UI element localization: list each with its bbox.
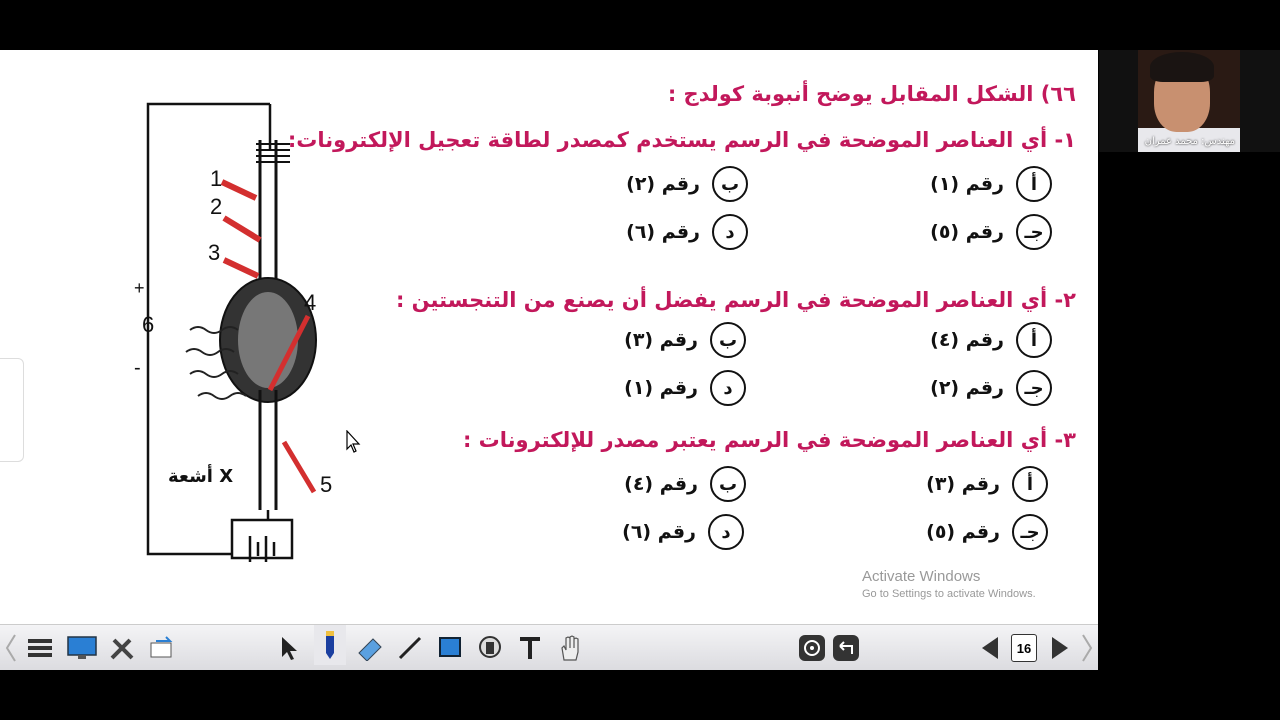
letter-c-circle: جـ	[1016, 370, 1052, 406]
q2-option-d[interactable]	[624, 370, 746, 406]
q3-option-c[interactable]	[926, 514, 1048, 550]
sub-question-1: ١- أي العناصر الموضحة في الرسم يستخدم كمصدر لطاقة تعجيل الإلكترونات:	[287, 128, 1076, 152]
q3-option-d[interactable]	[622, 514, 744, 550]
webcam-overlay	[1099, 50, 1280, 152]
fill-tool-button[interactable]	[474, 632, 506, 664]
q2-option-c[interactable]	[930, 370, 1052, 406]
letter-c-circle: جـ	[1016, 214, 1052, 250]
xray-label: أشعة X	[168, 466, 234, 487]
pen-tool-button[interactable]	[314, 625, 346, 665]
page-side-tab[interactable]	[0, 358, 24, 462]
arrow-left-icon	[980, 635, 1000, 661]
text-tool-button[interactable]	[514, 632, 546, 664]
right-edge-chevron-icon[interactable]	[1080, 633, 1094, 663]
letter-d-circle: د	[712, 214, 748, 250]
activate-windows-title: Activate Windows	[862, 568, 981, 585]
q2-option-b[interactable]	[624, 322, 746, 358]
switch-icon	[148, 635, 176, 661]
option-text: رقم (٤)	[930, 329, 1004, 351]
q1-option-b[interactable]	[626, 166, 748, 202]
q1-option-a[interactable]	[930, 166, 1052, 202]
diagram-label-6: 6	[142, 312, 155, 337]
letter-b-circle: ب	[710, 466, 746, 502]
monitor-icon	[67, 635, 97, 661]
option-text: رقم (٥)	[926, 521, 1000, 543]
option-text: رقم (٢)	[930, 377, 1004, 399]
menu-icon	[27, 637, 53, 659]
diagram-label-2: 2	[210, 194, 223, 219]
previous-page-button[interactable]	[974, 632, 1006, 664]
eraser-icon	[355, 635, 385, 661]
rectangle-icon	[438, 636, 462, 660]
select-tool-button[interactable]	[274, 632, 306, 664]
option-text: رقم (١)	[930, 173, 1004, 195]
letter-a-circle: أ	[1016, 166, 1052, 202]
pencil-icon	[318, 629, 342, 661]
next-page-button[interactable]	[1044, 632, 1076, 664]
arrow-right-icon	[1050, 635, 1070, 661]
letter-d-circle: د	[708, 514, 744, 550]
diagram-label-4: 4	[304, 290, 317, 315]
diagram-label-3: 3	[208, 240, 221, 265]
tools-icon	[108, 634, 136, 662]
diagram-label-5: 5	[320, 472, 333, 497]
slide-canvas	[0, 50, 1098, 624]
switch-button[interactable]	[146, 632, 178, 664]
eraser-tool-button[interactable]	[354, 632, 386, 664]
diagram-plus-sign: +	[134, 278, 145, 298]
option-text: رقم (٢)	[626, 173, 700, 195]
hand-icon	[557, 634, 583, 662]
desktop-button[interactable]	[66, 632, 98, 664]
q3-option-b[interactable]	[624, 466, 746, 502]
line-tool-button[interactable]	[394, 632, 426, 664]
question-title: ٦٦) الشكل المقابل يوضح أنبوبة كولدج :	[667, 82, 1076, 106]
sub-question-3: ٣- أي العناصر الموضحة في الرسم يعتبر مصدر للإلكترونات :	[462, 428, 1076, 452]
line-icon	[397, 635, 423, 661]
page-number: 16	[1011, 634, 1037, 662]
diagram-label-1: 1	[210, 166, 223, 191]
letter-a-circle: أ	[1016, 322, 1052, 358]
letter-b-circle: ب	[712, 166, 748, 202]
q3-option-a[interactable]	[926, 466, 1048, 502]
tools-button[interactable]	[106, 632, 138, 664]
option-text: رقم (٦)	[622, 521, 696, 543]
q2-option-a[interactable]	[930, 322, 1052, 358]
sub-question-2: ٢- أي العناصر الموضحة في الرسم يفضل أن يصنع من التنجستين :	[395, 288, 1076, 312]
option-text: رقم (٤)	[624, 473, 698, 495]
diagram-minus-sign: -	[134, 357, 141, 379]
menu-button[interactable]	[24, 632, 56, 664]
hand-tool-button[interactable]	[554, 632, 586, 664]
undo-button[interactable]	[830, 632, 862, 664]
whiteboard-toolbar	[0, 624, 1098, 670]
option-text: رقم (٦)	[626, 221, 700, 243]
target-icon	[798, 634, 826, 662]
q1-option-c[interactable]	[930, 214, 1052, 250]
mouse-cursor-icon	[346, 430, 362, 454]
left-edge-chevron-icon[interactable]	[4, 633, 18, 663]
activate-windows-subtitle: Go to Settings to activate Windows.	[862, 588, 1036, 600]
target-button[interactable]	[796, 632, 828, 664]
letter-c-circle: جـ	[1012, 514, 1048, 550]
pointer-icon	[279, 635, 301, 661]
option-text: رقم (٣)	[624, 329, 698, 351]
letter-a-circle: أ	[1012, 466, 1048, 502]
option-text: رقم (٣)	[926, 473, 1000, 495]
page-number-button[interactable]	[1008, 632, 1040, 664]
undo-icon	[832, 634, 860, 662]
letter-d-circle: د	[710, 370, 746, 406]
option-text: رقم (٥)	[930, 221, 1004, 243]
letter-b-circle: ب	[710, 322, 746, 358]
q1-option-d[interactable]	[626, 214, 748, 250]
coolidge-tube-diagram	[120, 90, 480, 610]
presenter-caption: مهندس: محمد عمران	[1144, 136, 1235, 147]
fill-icon	[477, 634, 503, 662]
option-text: رقم (١)	[624, 377, 698, 399]
shape-tool-button[interactable]	[434, 632, 466, 664]
text-icon	[517, 635, 543, 661]
